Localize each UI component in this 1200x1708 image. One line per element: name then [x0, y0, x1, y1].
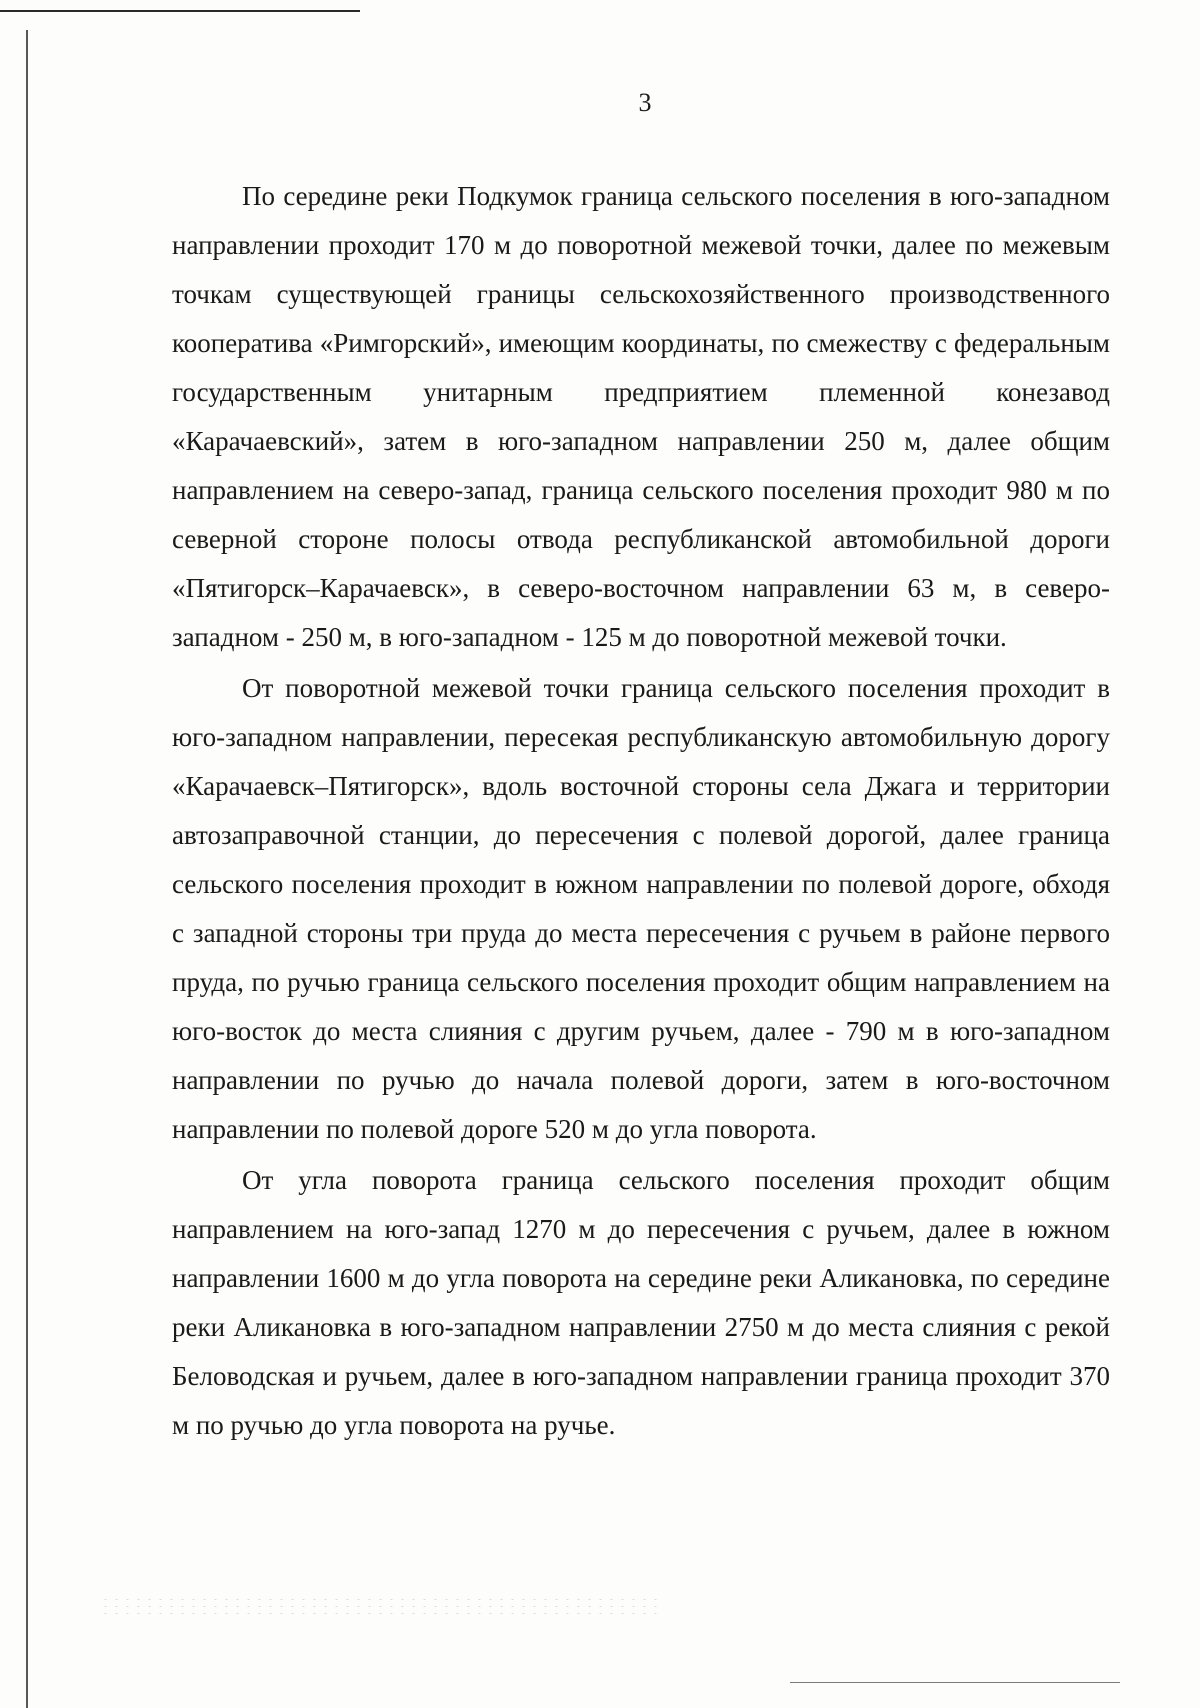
scan-edge-left [26, 30, 28, 1708]
paragraph-3: От угла поворота граница сельского поселения проходит общим направлением на юго-запад 1270 м до пересечения с ручьем, далее в южном направлении 1600 м до угла поворота на середине реки Аликановка, по середине реки Аликановка в юго-западном направлении 2750 м до места слияния с рекой Беловодская и ручьем, далее в юго-западном направлении граница проходит 370 м по ручью до угла поворота на ручье. [172, 1165, 1110, 1440]
scan-noise [100, 1596, 660, 1616]
page-number: 3 [638, 88, 652, 117]
scan-edge-bottom [790, 1682, 1120, 1683]
document-body [172, 172, 1110, 1450]
paragraph-1: По середине реки Подкумок граница сельского поселения в юго-западном направлении проходит 170 м до поворотной межевой точки, далее по межевым точкам существующей границы сельскохозяйственного производственного кооператива «Римгорский», имеющим координаты, по смежеству с федеральным государственным унитарным предприятием племенной конезавод «Карачаевский», затем в юго-западном направлении 250 м, далее общим направлением на северо-запад, граница сельского поселения проходит 980 м по северной стороне полосы отвода республиканской автомобильной дороги «Пятигорск–Карачаевск», в северо-восточном направлении 63 м, в северо-западном - 250 м, в юго-западном - 125 м до поворотной межевой точки. [172, 181, 1110, 652]
paragraph-2: От поворотной межевой точки граница сельского поселения проходит в юго-западном направлении, пересекая республиканскую автомобильную дорогу «Карачаевск–Пятигорск», вдоль восточной стороны села Джага и территории автозаправочной станции, до пересечения с полевой дорогой, далее граница сельского поселения проходит в южном направлении по полевой дороге, обходя с западной стороны три пруда до места пересечения с ручьем в районе первого пруда, по ручью граница сельского поселения проходит общим направлением на юго-восток до места слияния с другим ручьем, далее - 790 м в юго-западном направлении по ручью до начала полевой дороги, затем в юго-восточном направлении по полевой дороге 520 м до угла поворота. [172, 673, 1110, 1144]
scan-edge-top [0, 10, 360, 12]
